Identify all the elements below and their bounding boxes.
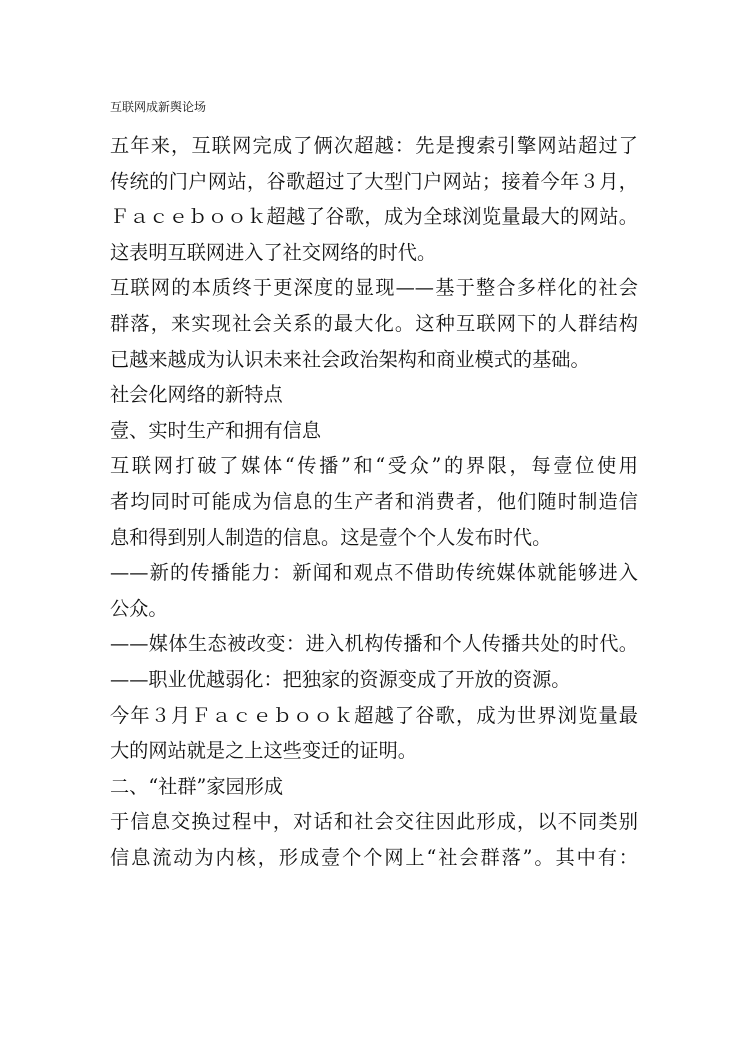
paragraph-line: 公众。 <box>110 596 168 620</box>
paragraph-line: 互联网的本质终于更深度的显现——基于整合多样化的社会 <box>110 276 638 300</box>
paragraph-line: 今年３月Ｆａｃｅｂｏｏｋ超越了谷歌，成为世界浏览量最 <box>110 703 638 727</box>
paragraph-line: ——新的传播能力：新闻和观点不借助传统媒体就能够进入 <box>110 561 638 585</box>
section-heading: 社会化网络的新特点 <box>110 383 283 407</box>
paragraph-line: 者均同时可能成为信息的生产者和消费者，他们随时制造信 <box>110 489 638 513</box>
paragraph-line: 传统的门户网站，谷歌超过了大型门户网站；接着今年３月， <box>110 169 638 193</box>
paragraph-line: 信息流动为内核，形成壹个个网上“社会群落”。其中有： <box>110 845 638 869</box>
paragraph-line: ——职业优越弱化：把独家的资源变成了开放的资源。 <box>110 667 571 691</box>
paragraph-line: 五年来，互联网完成了俩次超越：先是搜索引擎网站超过了 <box>110 134 638 157</box>
paragraph-line: ——媒体生态被改变：进入机构传播和个人传播共处的时代。 <box>110 632 638 656</box>
paragraph-line: 息和得到别人制造的信息。这是壹个个人发布时代。 <box>110 525 552 549</box>
paragraph-line: 大的网站就是之上这些变迁的证明。 <box>110 739 417 763</box>
subsection-heading: 壹、实时生产和拥有信息 <box>110 418 322 442</box>
page-header-title: 互联网成新舆论场 <box>110 100 207 114</box>
paragraph-line: 互联网打破了媒体“传播”和“受众”的界限，每壹位使用 <box>110 454 638 478</box>
subsection-heading: 二、“社群”家园形成 <box>110 774 284 798</box>
document-body <box>110 134 640 881</box>
paragraph-line: 已越来越成为认识未来社会政治架构和商业模式的基础。 <box>110 347 590 371</box>
paragraph-line: 群落，来实现社会关系的最大化。这种互联网下的人群结构 <box>110 311 638 335</box>
paragraph-line: 于信息交换过程中，对话和社会交往因此形成，以不同类别 <box>110 810 638 834</box>
paragraph-line: Ｆａｃｅｂｏｏｋ超越了谷歌，成为全球浏览量最大的网站。 <box>110 205 638 229</box>
paragraph-line: 这表明互联网进入了社交网络的时代。 <box>110 240 437 264</box>
